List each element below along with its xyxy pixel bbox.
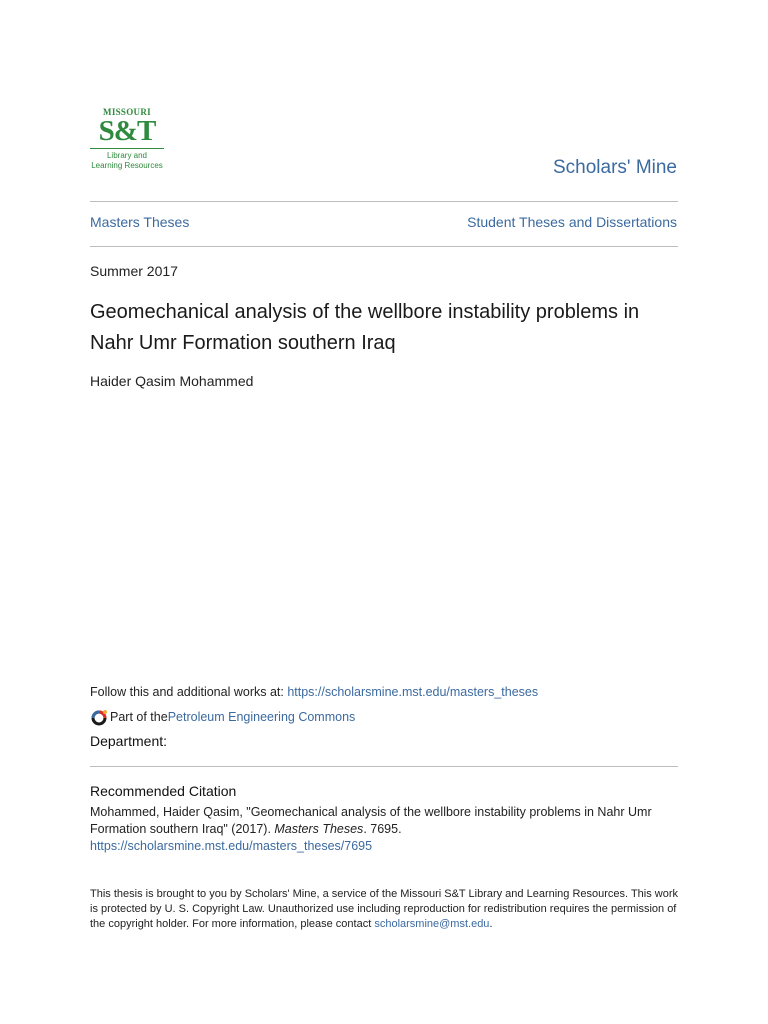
petroleum-engineering-commons-link[interactable]: Petroleum Engineering Commons: [167, 710, 356, 724]
logo-divider: [90, 148, 164, 149]
logo-missouri-text: MISSOURI: [103, 107, 151, 117]
citation-body: Mohammed, Haider Qasim, "Geomechanical analysis of the wellbore instability problems in Nahr Umr Formation southern Iraq" (2017).: [90, 805, 652, 836]
part-of-prefix: Part of the: [110, 710, 168, 724]
follow-prefix: Follow this and additional works at:: [90, 685, 288, 699]
citation-text: [90, 804, 680, 855]
scholars-mine-link[interactable]: Scholars' Mine: [552, 157, 677, 178]
thesis-author: Haider Qasim Mohammed: [90, 373, 254, 389]
recommended-citation-heading: Recommended Citation: [90, 783, 237, 799]
publication-date: Summer 2017: [90, 263, 178, 279]
logo-learning-resources-text: Learning Resources: [91, 161, 163, 170]
thesis-title: Geomechanical analysis of the wellbore instability problems in Nahr Umr Formation southern Iraq: [90, 301, 640, 354]
header-divider: [90, 201, 678, 202]
masters-theses-url-link[interactable]: https://scholarsmine.mst.edu/masters_theses: [287, 685, 539, 699]
copyright-end: .: [489, 918, 493, 930]
commons-network-icon: [90, 708, 108, 726]
masters-theses-link[interactable]: Masters Theses: [90, 214, 190, 230]
citation-url-link[interactable]: https://scholarsmine.mst.edu/masters_theses/7695: [90, 839, 373, 853]
part-of-line: [90, 708, 355, 726]
citation-journal: Masters Theses: [274, 822, 364, 836]
copyright-notice: [90, 887, 680, 932]
missouri-st-library-logo[interactable]: [90, 107, 164, 183]
logo-st-text: S&T: [98, 115, 156, 147]
citation-number: . 7695.: [363, 822, 402, 836]
department-label: Department:: [90, 733, 168, 749]
copyright-text: This thesis is brought to you by Scholars' Mine, a service of the Missouri S&T Library and Learning Resources. This work is protected by U. S. Copyright Law. Unauthorized use including reproduction for redistribution requires the permission of the copyright holder. For more information, please contact: [90, 888, 679, 930]
logo-library-text: Library and: [106, 151, 148, 160]
citation-divider: [90, 766, 678, 767]
student-theses-dissertations-link[interactable]: Student Theses and Dissertations: [467, 214, 677, 230]
nav-divider: [90, 246, 678, 247]
contact-email-link[interactable]: scholarsmine@mst.edu: [374, 918, 490, 930]
follow-works-line: [90, 685, 538, 699]
